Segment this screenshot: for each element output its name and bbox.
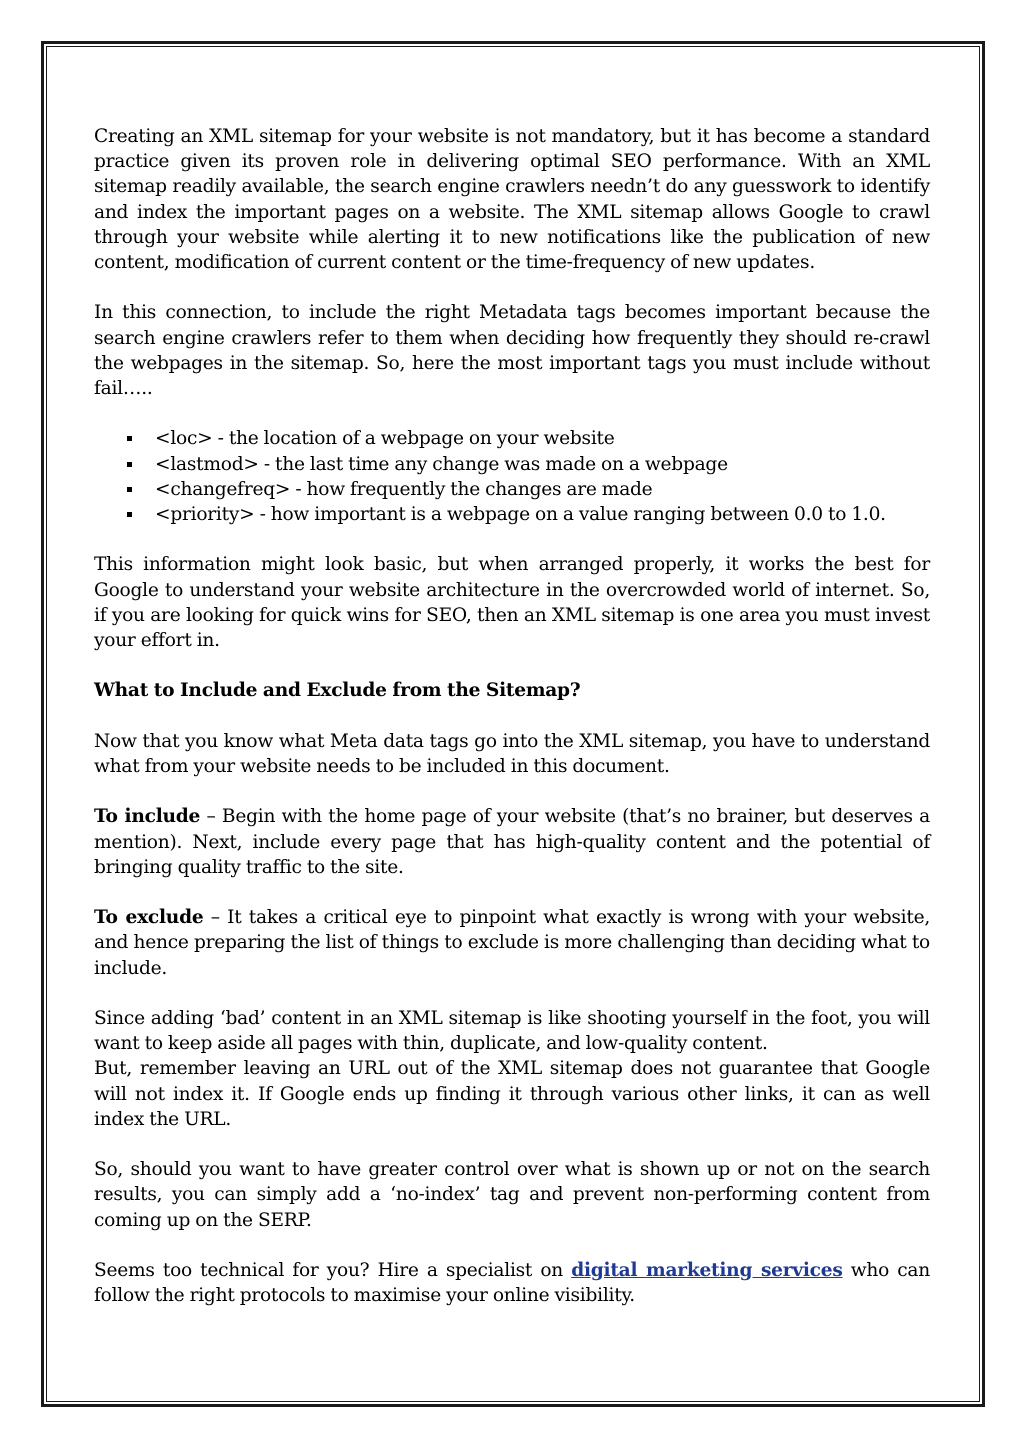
- paragraph-closing: [94, 1258, 930, 1308]
- document-body: [94, 124, 930, 1334]
- list-item: [94, 502, 930, 527]
- bullet-icon: [127, 512, 132, 517]
- list-item-text: <lastmod> - the last time any change was made on a webpage: [155, 453, 728, 475]
- exclude-label: To exclude: [94, 907, 204, 929]
- list-item: [94, 477, 930, 502]
- closing-text-after: who can follow the right protocols to maximise your online visibility.: [94, 1259, 930, 1307]
- paragraph-no-index: So, should you want to have greater control over what is shown up or not on the search results, you can simply add a ‘no-index’ tag and prevent non-performing content from coming up on the SERP.: [94, 1159, 930, 1231]
- include-label: To include: [94, 806, 201, 828]
- paragraph-metadata-tags: In this connection, to include the right Metadata tags becomes important because the search engine crawlers refer to them when deciding how frequently they should re-crawl the webpages in the sitemap. So, here the most important tags you must include without fail…..: [94, 302, 930, 400]
- list-item: [94, 426, 930, 451]
- exclude-text: – It takes a critical eye to pinpoint what exactly is wrong with your website, and hence preparing the list of things to exclude is more challenging than deciding what to include.: [94, 907, 930, 979]
- digital-marketing-link[interactable]: digital marketing services: [571, 1259, 843, 1281]
- bullet-icon: [127, 462, 132, 467]
- list-item-text: <loc> - the location of a webpage on your website: [155, 428, 615, 450]
- paragraph-bad-content: Since adding ‘bad’ content in an XML sitemap is like shooting yourself in the foot, you will want to keep aside all pages with thin, duplicate, and low-quality content.: [94, 1007, 930, 1055]
- section-heading: What to Include and Exclude from the Sitemap?: [94, 680, 581, 702]
- paragraph-to-exclude: [94, 905, 930, 981]
- paragraph-intro: Creating an XML sitemap for your website is not mandatory, but it has become a standard practice given its proven role in delivering optimal SEO performance. With an XML sitemap readily available, the search engine crawlers needn’t do any guesswork to identify and index the important pages on a website. The XML sitemap allows Google to crawl through your website while alerting it to new notifications like the publication of new content, modification of current content or the time-frequency of new updates.: [94, 126, 930, 274]
- tags-list: [94, 426, 930, 527]
- closing-text-before: Seems too technical for you? Hire a specialist on: [94, 1259, 572, 1281]
- paragraph-information: This information might look basic, but when arranged properly, it works the best for Google to understand your website architecture in the overcrowded world of internet. So, if you are looking for quick wins for SEO, then an XML sitemap is one area you must invest your effort in.: [94, 554, 930, 652]
- bullet-icon: [127, 487, 132, 492]
- list-item-text: <changefreq> - how frequently the changes are made: [155, 478, 653, 500]
- bullet-icon: [127, 436, 132, 441]
- paragraph-to-include: [94, 804, 930, 880]
- paragraph-meta-data: Now that you know what Meta data tags go into the XML sitemap, you have to understand what from your website needs to be included in this document.: [94, 730, 930, 777]
- list-item-text: <priority> - how important is a webpage on a value ranging between 0.0 to 1.0.: [155, 504, 886, 526]
- list-item: [94, 452, 930, 477]
- include-text: – Begin with the home page of your website (that’s no brainer, but deserves a mention). Next, include every page that has high-quality content and the potential of bringing quality traffic to the site.: [94, 806, 930, 878]
- paragraph-url-index: But, remember leaving an URL out of the XML sitemap does not guarantee that Google will not index it. If Google ends up finding it through various other links, it can as well index the URL.: [94, 1058, 930, 1130]
